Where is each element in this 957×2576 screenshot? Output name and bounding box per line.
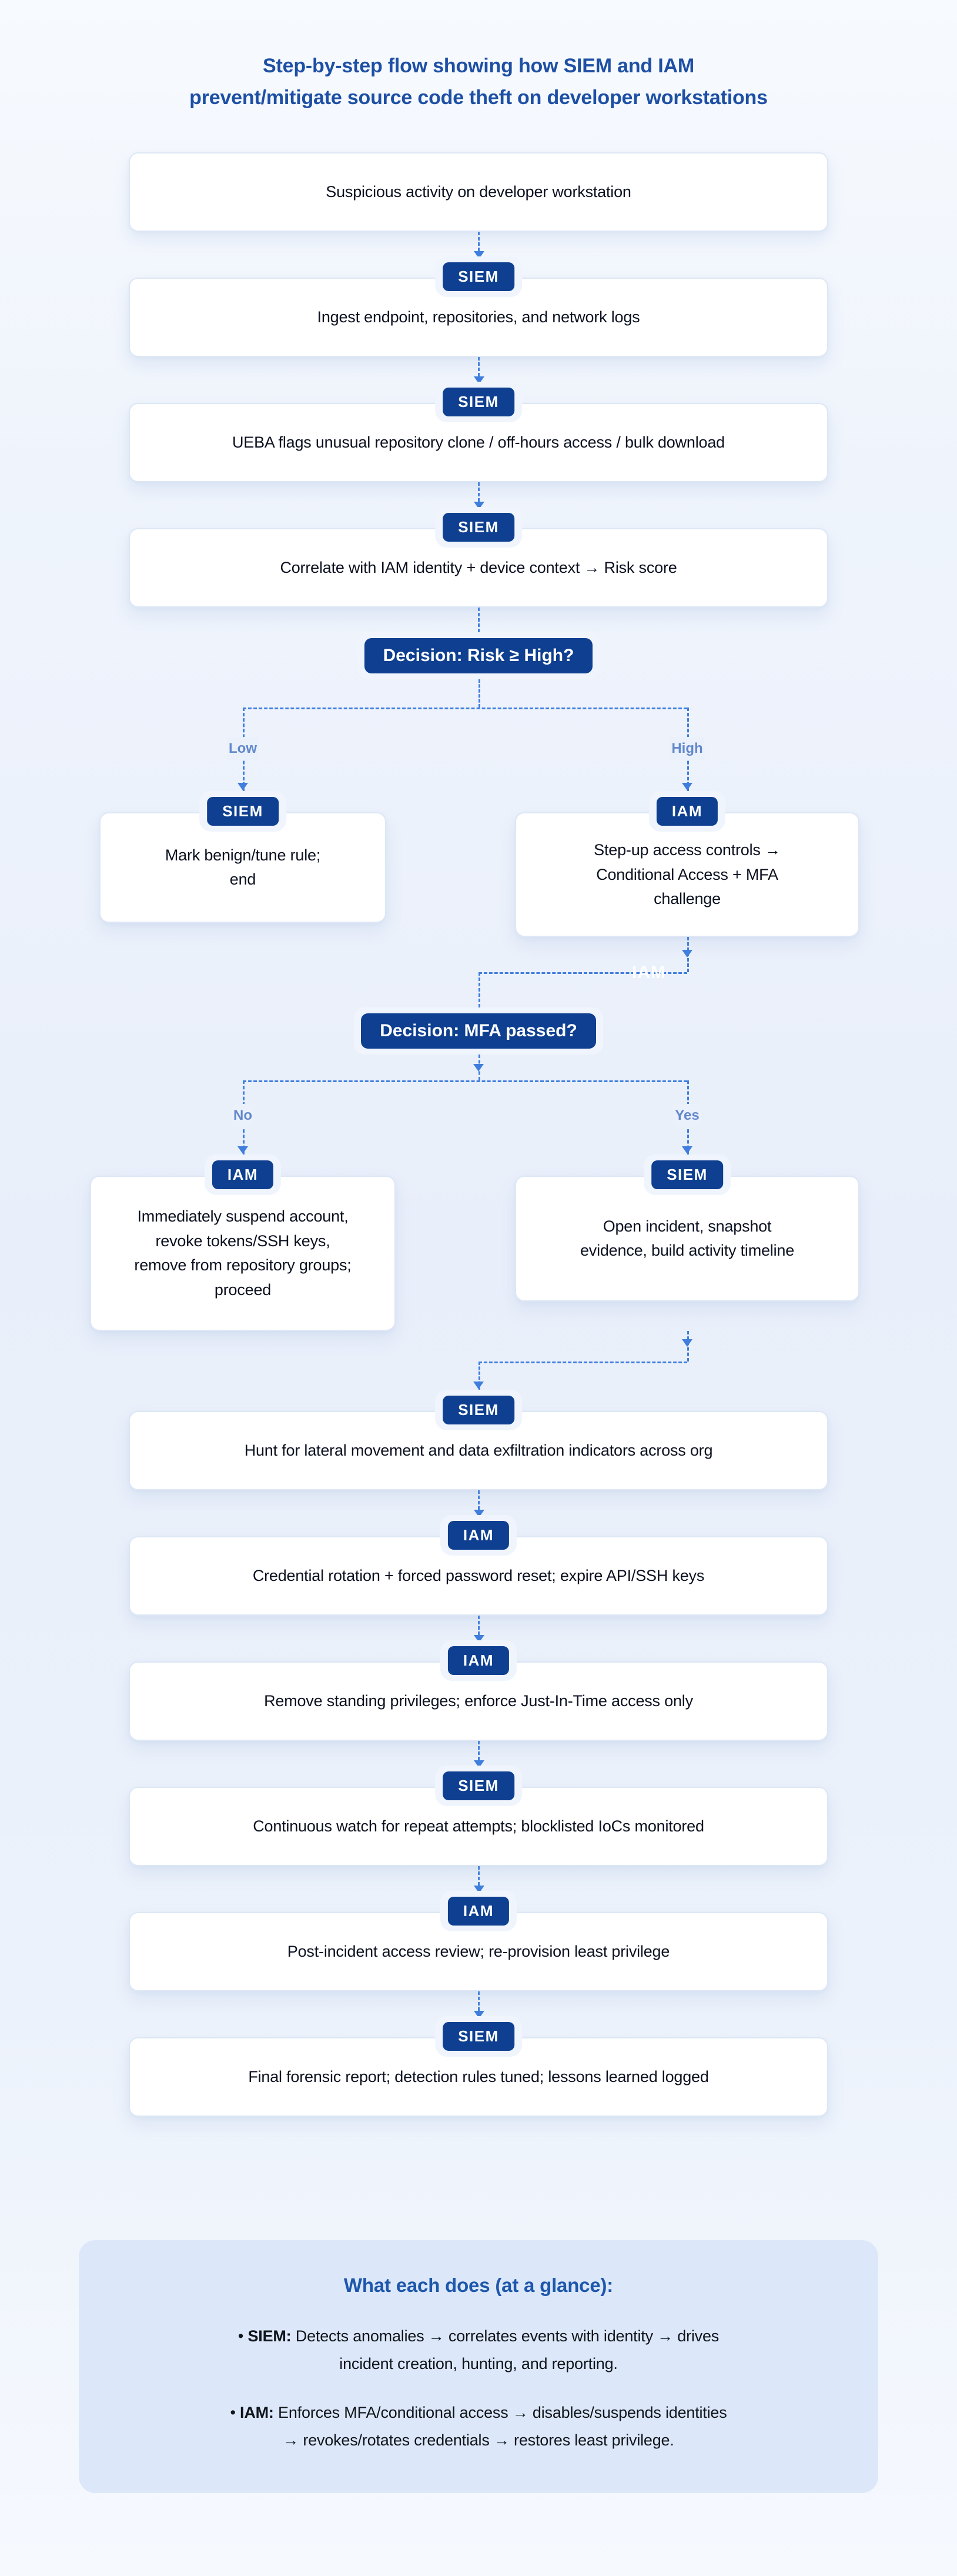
connector-line — [478, 232, 480, 256]
badge-halo — [440, 1640, 517, 1681]
branch-connector-mfa — [129, 1055, 828, 1154]
badge-halo — [435, 256, 522, 297]
siem-badge: SIEM — [651, 1160, 723, 1189]
connector-line — [478, 482, 480, 507]
bullet-icon: • — [237, 2327, 244, 2345]
branch-label-no: No — [232, 1104, 254, 1127]
step-text-line: Mark benign/tune rule; — [165, 846, 321, 864]
arrow-down-icon — [237, 1146, 248, 1154]
badge-halo — [205, 1154, 281, 1195]
summary-item-line — [102, 2404, 855, 2422]
connector-line — [243, 708, 687, 709]
arrow-down-icon — [682, 783, 692, 790]
flow-node-start — [129, 152, 828, 232]
summary-item-label: SIEM: — [247, 2327, 292, 2345]
step-text: Remove standing privileges; enforce Just-In-Time access only — [264, 1692, 693, 1710]
pill-halo — [357, 632, 600, 679]
step-text-line: end — [229, 870, 256, 889]
summary-item-line: → revokes/rotates credentials → restores least privilege. — [283, 2431, 674, 2450]
step-text: Continuous watch for repeat attempts; blocklisted IoCs monitored — [253, 1817, 704, 1836]
arrow-down-icon — [682, 950, 692, 957]
badge-halo — [649, 791, 725, 832]
connector-line — [478, 608, 480, 632]
flow-node-step-up-access — [515, 791, 859, 937]
flow-node-mark-benign — [99, 791, 386, 923]
step-box — [90, 1176, 396, 1331]
badge-halo — [435, 382, 522, 422]
flow-node-open-incident — [515, 1154, 859, 1302]
step-text-line: Immediately suspend account, — [137, 1207, 349, 1225]
summary-title: What each does (at a glance): — [343, 2274, 614, 2297]
summary-item-line: incident creation, hunting, and reporting. — [339, 2355, 618, 2373]
flow-node-decision-risk — [129, 632, 828, 679]
badge-halo — [199, 791, 286, 832]
step-text-line: proceed — [214, 1281, 272, 1299]
ghost-iam-label: IAM — [632, 963, 666, 983]
step-text: Hunt for lateral movement and data exfiltration indicators across org — [244, 1442, 713, 1460]
flow-node-suspend-account — [90, 1154, 396, 1331]
flow-node-continuous-watch — [129, 1766, 828, 1866]
siem-badge: SIEM — [443, 2022, 514, 2051]
siem-badge: SIEM — [207, 797, 279, 826]
connector-line — [478, 1991, 480, 2016]
iam-badge: IAM — [657, 797, 718, 826]
step-text-line: Open incident, snapshot — [603, 1217, 772, 1235]
siem-badge: SIEM — [443, 1771, 514, 1800]
page-title — [0, 0, 957, 114]
step-text-line: challenge — [654, 890, 721, 908]
branch-connector-risk — [129, 679, 828, 791]
step-text-line: remove from repository groups; — [134, 1256, 352, 1274]
merge-connector-to-hunt — [129, 1331, 828, 1390]
flow-node-ueba-flags — [129, 382, 828, 482]
step-text-line: evidence, build activity timeline — [580, 1242, 795, 1260]
summary-item-text: Enforces MFA/conditional access → disables/suspends identities — [278, 2404, 727, 2422]
summary-item-line — [102, 2327, 855, 2345]
bullet-icon: • — [230, 2404, 236, 2422]
siem-badge: SIEM — [443, 262, 514, 291]
start-text: Suspicious activity on developer workstation — [326, 183, 631, 201]
summary-item-siem — [102, 2327, 855, 2373]
branch-row-mfa — [129, 1154, 828, 1331]
badge-halo — [435, 507, 522, 548]
merge-connector-to-mfa — [129, 937, 828, 1007]
badge-halo — [435, 1766, 522, 1806]
badge-halo — [435, 1390, 522, 1430]
branch-label-yes: Yes — [673, 1104, 701, 1127]
step-text: Correlate with IAM identity + device context → Risk score — [280, 559, 677, 577]
flow-node-credential-rotation — [129, 1515, 828, 1616]
arrow-down-icon — [473, 1382, 484, 1389]
step-text: Final forensic report; detection rules tuned; lessons learned logged — [248, 2068, 709, 2086]
page-title-line-1: Step-by-step flow showing how SIEM and IAM — [263, 55, 694, 77]
flow-node-ingest-logs — [129, 256, 828, 357]
step-text: UEBA flags unusual repository clone / off-hours access / bulk download — [232, 433, 725, 452]
step-text: Ingest endpoint, repositories, and network logs — [317, 308, 640, 326]
decision-risk-pill: Decision: Risk ≥ High? — [364, 638, 593, 673]
badge-halo — [440, 1515, 517, 1556]
branch-label-low: Low — [227, 737, 259, 760]
badge-halo — [435, 2016, 522, 2057]
arrow-down-icon — [237, 783, 248, 790]
summary-panel — [79, 2240, 878, 2493]
connector-line — [478, 1866, 480, 1891]
connector-line — [478, 972, 480, 1007]
iam-badge: IAM — [448, 1646, 509, 1675]
connector-line — [478, 1741, 480, 1766]
page-title-line-2: prevent/mitigate source code theft on developer workstations — [189, 86, 768, 109]
connector-line — [478, 1362, 687, 1363]
step-text-line: Conditional Access + MFA — [596, 865, 778, 883]
arrow-down-icon — [682, 1339, 692, 1347]
flow-node-decision-mfa — [129, 1007, 828, 1055]
iam-badge: IAM — [448, 1897, 509, 1926]
branch-label-high: High — [670, 737, 704, 760]
flow-node-post-incident-review — [129, 1891, 828, 1991]
connector-line — [478, 1616, 480, 1640]
iam-badge: IAM — [448, 1521, 509, 1550]
step-text: Credential rotation + forced password reset; expire API/SSH keys — [252, 1567, 705, 1585]
iam-badge: IAM — [212, 1160, 273, 1189]
flow-node-hunt — [129, 1390, 828, 1490]
summary-item-text: Detects anomalies → correlates events with identity → drives — [295, 2327, 720, 2345]
connector-line — [478, 1490, 480, 1515]
step-text: Post-incident access review; re-provision least privilege — [287, 1943, 670, 1961]
pill-halo — [354, 1007, 603, 1055]
flow-node-remove-privileges — [129, 1640, 828, 1741]
connector-line — [243, 1080, 687, 1082]
badge-halo — [440, 1891, 517, 1931]
siem-badge: SIEM — [443, 513, 514, 542]
badge-halo — [644, 1154, 731, 1195]
flow-node-final-report — [129, 2016, 828, 2117]
flow-node-correlate — [129, 507, 828, 608]
step-text-line: revoke tokens/SSH keys, — [155, 1232, 330, 1250]
arrow-down-icon — [473, 1064, 484, 1072]
step-text-line: Step-up access controls → — [594, 840, 781, 859]
connector-line — [478, 679, 480, 708]
summary-item-label: IAM: — [240, 2404, 274, 2422]
summary-item-iam — [102, 2404, 855, 2450]
siem-badge: SIEM — [443, 388, 514, 416]
decision-mfa-pill: Decision: MFA passed? — [361, 1013, 596, 1049]
siem-badge: SIEM — [443, 1396, 514, 1424]
arrow-down-icon — [682, 1146, 692, 1154]
start-box — [129, 152, 828, 232]
connector-line — [478, 357, 480, 382]
branch-row-risk — [129, 791, 828, 937]
flowchart — [129, 152, 828, 2117]
